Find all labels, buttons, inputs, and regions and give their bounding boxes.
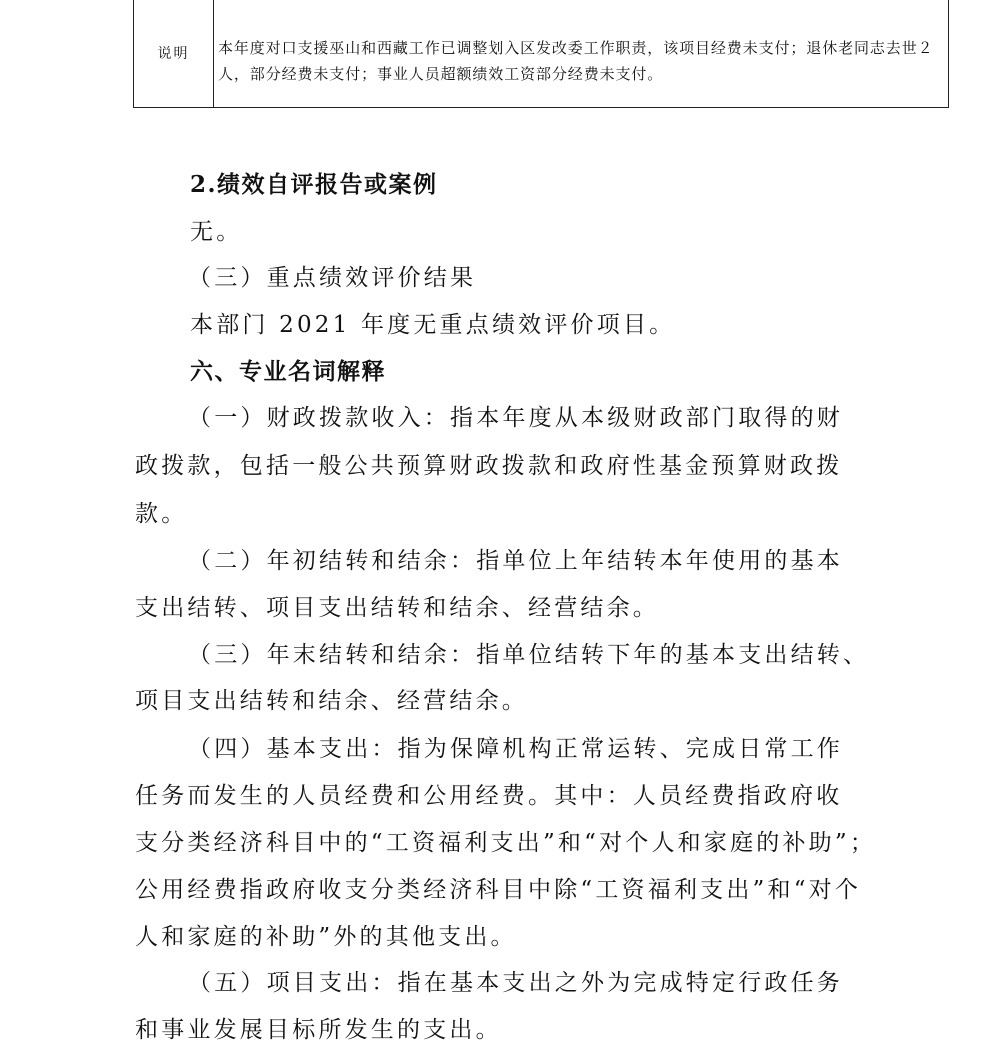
glossary-line: 任务而发生的人员经费和公用经费。其中：人员经费指政府收 bbox=[135, 783, 843, 809]
note-label: 说明 bbox=[134, 0, 214, 107]
glossary-line: 支分类经济科目中的“工资福利支出”和“对个人和家庭的补助”； bbox=[135, 830, 877, 856]
section3-body: 本部门 2021 年度无重点绩效评价项目。 bbox=[190, 312, 676, 338]
glossary-line: （五）项目支出：指在基本支出之外为完成特定行政任务 bbox=[188, 970, 843, 996]
glossary-heading: 六、专业名词解释 bbox=[190, 358, 386, 385]
glossary-line: （一）财政拨款收入：指本年度从本级财政部门取得的财 bbox=[188, 405, 843, 431]
note-table bbox=[133, 0, 949, 108]
glossary-line: 支出结转、项目支出结转和结余、经营结余。 bbox=[135, 595, 659, 621]
glossary-line: 公用经费指政府收支分类经济科目中除“工资福利支出”和“对个 bbox=[135, 877, 862, 903]
glossary-line: 项目支出结转和结余、经营结余。 bbox=[135, 688, 528, 714]
glossary-line: 政拨款，包括一般公共预算财政拨款和政府性基金预算财政拨 bbox=[135, 453, 843, 479]
glossary-line: （二）年初结转和结余：指单位上年结转本年使用的基本 bbox=[188, 548, 843, 574]
glossary-line: （四）基本支出：指为保障机构正常运转、完成日常工作 bbox=[188, 736, 843, 762]
glossary-line: 人和家庭的补助”外的其他支出。 bbox=[135, 924, 517, 950]
section2-body: 无。 bbox=[190, 219, 243, 245]
note-text: 本年度对口支援巫山和西藏工作已调整划入区发改委工作职责，该项目经费未支付；退休老同志去世２人，部分经费未支付；事业人员超额绩效工资部分经费未支付。 bbox=[218, 39, 934, 83]
glossary-line: 和事业发展目标所发生的支出。 bbox=[135, 1017, 502, 1043]
section3-heading: （三）重点绩效评价结果 bbox=[188, 265, 477, 291]
glossary-line: （三）年末结转和结余：指单位结转下年的基本支出结转、 bbox=[188, 642, 870, 668]
glossary-line: 款。 bbox=[135, 501, 188, 527]
section2-heading: 2.绩效自评报告或案例 bbox=[190, 171, 438, 198]
